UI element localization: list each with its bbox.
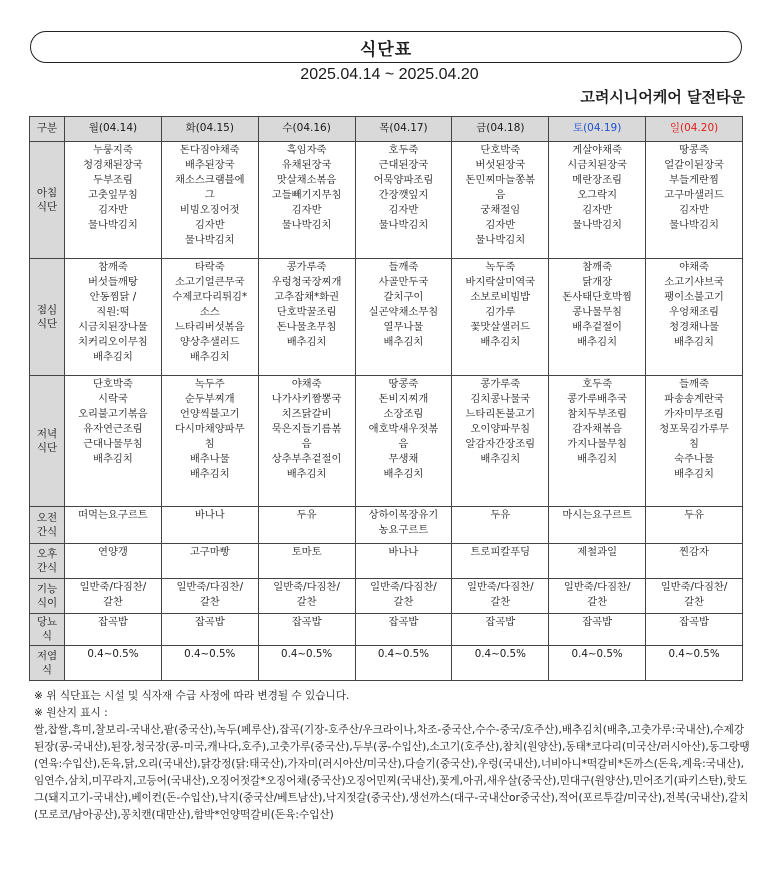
menu-item: 양상추샐러드 — [179, 336, 240, 348]
menu-cell — [355, 507, 452, 544]
menu-cell — [646, 259, 743, 376]
menu-item: 바지락살미역국 — [465, 276, 536, 288]
menu-cell — [161, 579, 258, 614]
menu-cell — [452, 142, 549, 259]
row-label-line: 간식 — [36, 525, 58, 538]
menu-item: 돈나물초무침 — [276, 321, 337, 333]
menu-item: 청경채된장국 — [83, 159, 143, 171]
menu-item: 누룽지죽 — [93, 144, 133, 156]
menu-item: 열무나물 — [383, 321, 424, 333]
menu-cell — [161, 614, 258, 646]
menu-item: 고들빼기지무침 — [271, 189, 342, 201]
menu-item: 물나박김치 — [184, 234, 235, 246]
menu-item: 우렁청국장찌개 — [271, 276, 342, 288]
menu-item: 배추김치 — [480, 453, 521, 465]
menu-item: 배추김치 — [93, 453, 133, 465]
menu-cell — [258, 142, 355, 259]
menu-item: 0.4~0.5% — [474, 648, 526, 660]
menu-cell — [549, 142, 646, 259]
menu-item: 시금치된장국 — [567, 159, 627, 171]
header-day-sunday: 일(04.20) — [646, 117, 743, 142]
row-label-line: 기능 — [36, 582, 58, 595]
menu-cell — [355, 544, 452, 579]
row-label-line: 오후 — [36, 547, 58, 560]
menu-cell — [161, 142, 258, 259]
menu-item: 꽃맛살샐러드 — [470, 321, 531, 333]
menu-item: 그 — [204, 189, 215, 201]
menu-item: 콩나물무침 — [572, 306, 622, 318]
menu-item: 고추잡채*화권 — [274, 291, 340, 303]
header-day: 수(04.16) — [258, 117, 355, 142]
row-label — [30, 507, 65, 544]
menu-cell — [646, 579, 743, 614]
menu-item: 소고기얼큰무국 — [174, 276, 245, 288]
menu-item: 묵은지들기름볶 — [271, 423, 342, 435]
menu-item: 느타리버섯볶음 — [174, 321, 245, 333]
menu-item: 갈찬 — [490, 596, 511, 608]
menu-item: 0.4~0.5% — [668, 648, 720, 660]
menu-cell — [258, 614, 355, 646]
row-label — [30, 579, 65, 614]
menu-cell — [258, 544, 355, 579]
menu-cell — [646, 544, 743, 579]
menu-item: 우엉채조림 — [669, 306, 719, 318]
menu-item: 상추부추겉절이 — [271, 453, 342, 465]
menu-item: 소스 — [199, 306, 220, 318]
menu-item: 갈찬 — [684, 596, 704, 608]
menu-item: 무생채 — [388, 453, 419, 465]
menu-item: 숙주나물 — [674, 453, 714, 465]
header-row — [30, 117, 743, 142]
menu-item: 돈다짐야채죽 — [179, 144, 240, 156]
page-title: 식단표 — [359, 39, 413, 60]
menu-item: 일반죽/다짐찬/ — [176, 581, 244, 593]
menu-item: 0.4~0.5% — [184, 648, 236, 660]
row-label-line: 식단 — [36, 317, 58, 330]
row-label-line: 식단 — [36, 200, 58, 213]
menu-item: 일반죽/다짐찬/ — [79, 581, 147, 593]
menu-cell — [258, 579, 355, 614]
menu-item: 농요구르트 — [378, 524, 429, 536]
menu-item: 녹두죽 — [485, 261, 516, 273]
menu-item: 땅콩죽 — [679, 144, 709, 156]
menu-item: 오그락지 — [577, 189, 618, 201]
menu-cell — [355, 142, 452, 259]
menu-cell — [258, 646, 355, 681]
menu-item: 물나박김치 — [475, 234, 526, 246]
menu-cell — [161, 544, 258, 579]
menu-item: 물나박김치 — [669, 219, 719, 231]
menu-cell — [549, 507, 646, 544]
menu-item: 콩가루배추국 — [567, 393, 627, 405]
menu-item: 단호박꿀조림 — [276, 306, 337, 318]
header-day: 화(04.15) — [161, 117, 258, 142]
menu-item: 유채된장국 — [281, 159, 332, 171]
menu-item: 고구마샐러드 — [664, 189, 724, 201]
menu-cell — [646, 142, 743, 259]
menu-item: 일반죽/다짐찬/ — [370, 581, 437, 593]
menu-cell — [452, 646, 549, 681]
menu-item: 느타리돈불고기 — [465, 408, 536, 420]
menu-cell — [355, 259, 452, 376]
menu-cell — [161, 376, 258, 507]
menu-item: 배추김치 — [383, 336, 424, 348]
menu-cell — [161, 646, 258, 681]
menu-item: 배추김치 — [674, 336, 714, 348]
menu-item: 두부조림 — [93, 174, 133, 186]
menu-cell — [549, 579, 646, 614]
row-label — [30, 614, 65, 646]
menu-item: 게살야채죽 — [572, 144, 622, 156]
menu-item: 얼갈이된장국 — [664, 159, 724, 171]
menu-item: 떠먹는요구르트 — [78, 509, 148, 521]
menu-item: 배추김치 — [189, 468, 230, 480]
menu-item: 토마토 — [291, 546, 322, 558]
menu-cell — [355, 646, 452, 681]
menu-item: 참깨죽 — [98, 261, 128, 273]
menu-item: 돈비지찌개 — [378, 393, 429, 405]
menu-item: 음 — [398, 438, 409, 450]
row-label-line: 식 — [41, 663, 53, 676]
menu-item: 비빔오징어젓 — [179, 204, 240, 216]
menu-item: 흑임자죽 — [286, 144, 327, 156]
menu-cell — [646, 376, 743, 507]
menu-item: 메란장조림 — [572, 174, 622, 186]
menu-item: 일반죽/다짐찬/ — [273, 581, 340, 593]
menu-item: 궁채절임 — [480, 204, 521, 216]
menu-item: 음 — [495, 189, 506, 201]
menu-item: 녹두주 — [194, 378, 225, 390]
menu-cell — [65, 579, 162, 614]
menu-item: 가지나물무침 — [567, 438, 627, 450]
menu-cell — [258, 259, 355, 376]
menu-item: 김가루 — [485, 306, 516, 318]
header-day: 월(04.14) — [65, 117, 162, 142]
meal-row — [30, 544, 743, 579]
menu-item: 애호박새우젓볶 — [368, 423, 439, 435]
menu-item: 안동찜닭 / — [89, 291, 137, 303]
row-label — [30, 544, 65, 579]
menu-item: 알감자간장조림 — [465, 438, 536, 450]
row-label-line: 점심 — [36, 303, 58, 316]
menu-cell — [161, 507, 258, 544]
menu-cell — [452, 544, 549, 579]
menu-item: 소고기샤브국 — [664, 276, 724, 288]
row-label-line: 간식 — [36, 561, 58, 574]
menu-item: 두유 — [296, 509, 317, 521]
menu-item: 김자반 — [194, 219, 225, 231]
meal-row — [30, 142, 743, 259]
menu-item: 트로피칼푸딩 — [470, 546, 531, 558]
menu-item: 근대나물무침 — [83, 438, 143, 450]
menu-item: 침 — [204, 438, 215, 450]
menu-item: 두유 — [684, 509, 704, 521]
menu-cell — [646, 507, 743, 544]
menu-item: 고구마빵 — [189, 546, 230, 558]
menu-item: 배추김치 — [480, 336, 521, 348]
notes-section — [34, 688, 754, 824]
menu-cell — [452, 507, 549, 544]
menu-cell — [65, 376, 162, 507]
menu-item: 물나박김치 — [281, 219, 332, 231]
menu-item: 사골만두국 — [378, 276, 429, 288]
menu-item: 배추된장국 — [184, 159, 235, 171]
menu-cell — [258, 376, 355, 507]
menu-item: 배추겉절이 — [572, 321, 622, 333]
row-label-line: 당뇨 — [36, 616, 58, 628]
menu-item: 갈찬 — [587, 596, 608, 608]
menu-item: 돈민찌마늘쫑볶 — [465, 174, 536, 186]
row-label — [30, 142, 65, 259]
menu-cell — [65, 614, 162, 646]
menu-cell — [355, 614, 452, 646]
menu-cell — [161, 259, 258, 376]
menu-item: 돈사태단호박찜 — [562, 291, 632, 303]
meal-row — [30, 614, 743, 646]
menu-item: 갈치구이 — [383, 291, 424, 303]
menu-item: 소장조림 — [383, 408, 424, 420]
facility-name: 고려시니어케어 달전타운 — [580, 88, 745, 106]
menu-item: 0.4~0.5% — [377, 648, 430, 660]
menu-item: 일반죽/다짐찬/ — [466, 581, 534, 593]
menu-cell — [646, 646, 743, 681]
menu-item: 야채죽 — [291, 378, 322, 390]
menu-item: 고춧잎무침 — [88, 189, 138, 201]
menu-item: 나가사키짬뽕국 — [271, 393, 342, 405]
menu-item: 참치두부조림 — [567, 408, 627, 420]
row-label-line: 오전 — [36, 511, 58, 524]
menu-item: 일반죽/다짐찬/ — [563, 581, 631, 593]
menu-item: 언양씩불고기 — [179, 408, 240, 420]
menu-item: 배추김치 — [577, 453, 618, 465]
menu-item: 잡곡밥 — [98, 616, 128, 628]
menu-cell — [355, 376, 452, 507]
menu-item: 침 — [689, 438, 699, 450]
menu-item: 소보로비빔밥 — [470, 291, 531, 303]
menu-item: 배추김치 — [93, 351, 133, 363]
menu-item: 0.4~0.5% — [281, 648, 333, 660]
menu-item: 야채죽 — [679, 261, 709, 273]
menu-item: 단호박죽 — [93, 378, 133, 390]
menu-item: 감자채볶음 — [572, 423, 622, 435]
row-label-line: 식이 — [36, 596, 58, 609]
menu-cell — [452, 579, 549, 614]
menu-item: 버섯된장국 — [475, 159, 526, 171]
menu-item: 잡곡밥 — [582, 616, 613, 628]
menu-item: 직원:떡 — [96, 306, 130, 318]
menu-item: 수제코다리튀김* — [172, 291, 248, 303]
header-day: 금(04.18) — [452, 117, 549, 142]
menu-item: 배추김치 — [577, 336, 618, 348]
menu-item: 근대된장국 — [378, 159, 429, 171]
row-label — [30, 259, 65, 376]
menu-item: 버섯들깨탕 — [88, 276, 138, 288]
menu-cell — [65, 142, 162, 259]
menu-item: 가자미무조림 — [664, 408, 724, 420]
menu-item: 맛살채소볶음 — [276, 174, 337, 186]
menu-item: 잡곡밥 — [388, 616, 419, 628]
menu-item: 제철과일 — [577, 546, 618, 558]
menu-item: 잡곡밥 — [291, 616, 322, 628]
menu-item: 호두죽 — [388, 144, 419, 156]
menu-period: 2025.04.14 ~ 2025.04.20 — [300, 66, 479, 83]
menu-cell — [258, 507, 355, 544]
meal-row — [30, 646, 743, 681]
change-notice: ※ 위 식단표는 시설 및 식자재 수급 사정에 따라 변경될 수 있습니다. — [34, 690, 350, 702]
menu-item: 갈찬 — [102, 596, 123, 608]
menu-item: 청포묵김가루무 — [659, 423, 729, 435]
menu-item: 오리불고기볶음 — [78, 408, 148, 420]
row-label-line: 저염 — [36, 649, 58, 662]
menu-cell — [65, 507, 162, 544]
menu-item: 호두죽 — [582, 378, 613, 390]
menu-cell — [65, 259, 162, 376]
menu-item: 일반죽/다짐찬/ — [660, 581, 728, 593]
menu-item: 배추김치 — [674, 468, 714, 480]
menu-item: 팽이소불고기 — [664, 291, 724, 303]
menu-item: 잡곡밥 — [485, 616, 516, 628]
menu-cell — [452, 259, 549, 376]
menu-item: 갈찬 — [296, 596, 317, 608]
menu-item: 바나나 — [388, 546, 419, 558]
menu-item: 갈찬 — [393, 596, 414, 608]
menu-item: 배추나물 — [189, 453, 230, 465]
menu-cell — [646, 614, 743, 646]
menu-item: 유자연근조림 — [83, 423, 143, 435]
menu-item: 단호박죽 — [480, 144, 521, 156]
menu-cell — [549, 259, 646, 376]
menu-item: 어묵양파조림 — [373, 174, 434, 186]
menu-item: 김자반 — [582, 204, 613, 216]
menu-item: 김자반 — [291, 204, 322, 216]
row-label — [30, 646, 65, 681]
menu-item: 김자반 — [679, 204, 709, 216]
row-label-line: 아침 — [36, 186, 58, 199]
origin-text: 쌀,찹쌀,흑미,찰보리-국내산,팥(중국산),녹두(페루산),잡곡(기장-호주산/우크라이나,차조-중국산,수수-중국/호주산),배추김치(배추,고춧가루:국내산),수제강된장(콩-국내산),된장,청국장(콩-미국,캐나다,호주),고춧가루(중국산),두부(콩-수입산),소고기(호주산),참치(원양산),동태*코다리(미국산/러시아산),동그랑땡(연육:수입산),돈육,닭,오리(국내산),닭강정(닭:태국산),가자미(러시아산/미국산),다슬기(중국산),우렁(국내산),너비아니*떡갈비*돈까스(돈육,계육:국내산),임연수,삼치,미꾸라지,고등어(국내산),오징어젓갈*오징어채(중국산)오징어민찌(국내산),꽃게,아귀,새우살(중국산),민대구(원양산),민어조기(파키스탄),핫도그(돼지고기-국내산),베이컨(돈-수입산),낙지(중국산/베트남산),낙지젓갈(중국산),생선까스(대구-국내산or중국산),적어(포르투갈/미국산),전복(국내산),갈치(모로코/남아공산),꽁치캔(대만산),함박*언양떡갈비(돈육:수입산) — [34, 724, 750, 821]
header-category: 구분 — [30, 117, 65, 142]
header-day: 목(04.17) — [355, 117, 452, 142]
menu-cell — [549, 544, 646, 579]
menu-item: 콩가루죽 — [480, 378, 521, 390]
menu-item: 실곤약채소무침 — [368, 306, 439, 318]
menu-item: 마시는요구르트 — [562, 509, 632, 521]
menu-item: 들깨죽 — [679, 378, 709, 390]
menu-item: 순두부찌개 — [184, 393, 235, 405]
menu-item: 간장깻잎지 — [378, 189, 429, 201]
menu-item: 배추김치 — [383, 468, 424, 480]
menu-item: 물나박김치 — [88, 219, 138, 231]
menu-item: 시금치된장나물 — [78, 321, 148, 333]
menu-item: 김치콩나물국 — [470, 393, 531, 405]
menu-item: 0.4~0.5% — [571, 648, 623, 660]
menu-item: 배추김치 — [286, 468, 327, 480]
menu-item: 타락죽 — [194, 261, 225, 273]
menu-cell — [65, 646, 162, 681]
menu-item: 배추김치 — [189, 351, 230, 363]
menu-item: 김자반 — [98, 204, 128, 216]
menu-cell — [452, 614, 549, 646]
menu-item: 찐감자 — [679, 546, 709, 558]
header-day-saturday: 토(04.19) — [549, 117, 646, 142]
menu-item: 배추김치 — [286, 336, 327, 348]
meal-row — [30, 579, 743, 614]
menu-item: 들깨죽 — [388, 261, 419, 273]
menu-item: 청경채나물 — [669, 321, 719, 333]
menu-item: 김자반 — [388, 204, 419, 216]
menu-item: 잡곡밥 — [194, 616, 225, 628]
menu-item: 콩가루죽 — [286, 261, 327, 273]
menu-item: 김자반 — [485, 219, 516, 231]
menu-item: 채소스크램블에 — [174, 174, 245, 186]
meal-row — [30, 507, 743, 544]
menu-item: 참깨죽 — [582, 261, 613, 273]
menu-item: 물나박김치 — [572, 219, 622, 231]
menu-item: 물나박김치 — [378, 219, 429, 231]
menu-item: 0.4~0.5% — [87, 648, 139, 660]
origin-title: ※ 원산지 표시 : — [34, 707, 108, 719]
menu-item: 시락국 — [98, 393, 128, 405]
menu-item: 부들게란찜 — [669, 174, 719, 186]
menu-item: 오이양파무침 — [470, 423, 531, 435]
menu-item: 땅콩죽 — [388, 378, 419, 390]
menu-item: 바나나 — [194, 509, 225, 521]
menu-table — [29, 116, 743, 681]
menu-item: 갈찬 — [199, 596, 220, 608]
menu-title-box — [30, 31, 742, 63]
menu-cell — [355, 579, 452, 614]
menu-cell — [549, 614, 646, 646]
menu-cell — [452, 376, 549, 507]
meal-row — [30, 376, 743, 507]
row-label-line: 식단 — [36, 441, 58, 454]
menu-item: 치커리오이무침 — [78, 336, 148, 348]
menu-item: 잡곡밥 — [679, 616, 709, 628]
menu-cell — [65, 544, 162, 579]
menu-item: 파송송계란국 — [664, 393, 724, 405]
row-label-line: 저녁 — [36, 427, 58, 440]
menu-cell — [549, 376, 646, 507]
menu-item: 상하이목장유기 — [368, 509, 439, 521]
meal-row — [30, 259, 743, 376]
menu-item: 음 — [301, 438, 312, 450]
menu-item: 연양갱 — [98, 546, 128, 558]
row-label — [30, 376, 65, 507]
row-label-line: 식 — [41, 630, 53, 642]
menu-item: 닭개장 — [582, 276, 613, 288]
menu-item: 다시마채양파무 — [174, 423, 245, 435]
menu-item: 치즈닭갈비 — [281, 408, 332, 420]
menu-cell — [549, 646, 646, 681]
menu-item: 두유 — [490, 509, 511, 521]
